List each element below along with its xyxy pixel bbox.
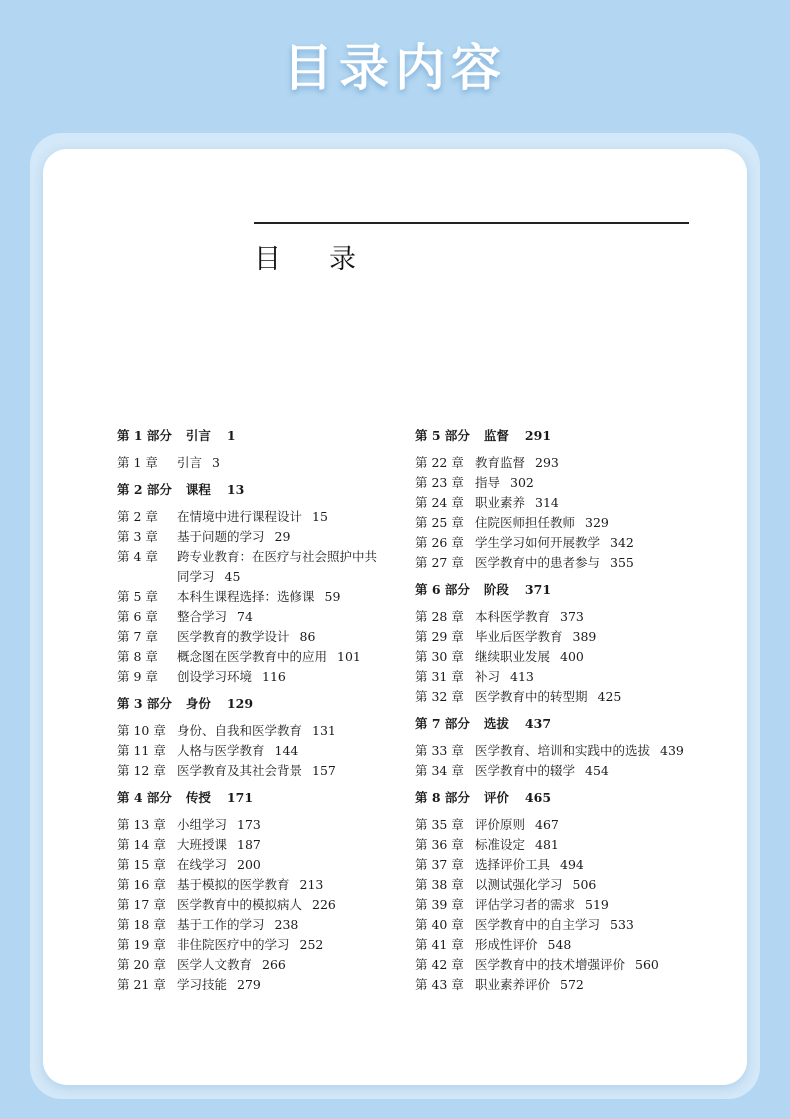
- chapter-number: 第 25 章: [415, 515, 464, 530]
- chapter-page: 506: [572, 877, 597, 892]
- toc-chapter-entry: [415, 453, 685, 473]
- toc-chapter-entry: [117, 667, 387, 687]
- chapter-number: 第 9 章: [117, 669, 158, 684]
- chapter-page: 400: [560, 649, 584, 664]
- chapter-number: 第 34 章: [415, 763, 464, 778]
- chapter-number: 第 43 章: [415, 977, 464, 992]
- chapter-page: 389: [572, 629, 597, 644]
- chapter-number: 第 33 章: [415, 743, 464, 758]
- toc-part-heading: [415, 580, 685, 600]
- part-name: 课程: [185, 482, 211, 497]
- chapter-page: 116: [262, 669, 286, 684]
- toc-part-heading: [117, 480, 387, 500]
- chapter-number: 第 26 章: [415, 535, 464, 550]
- chapter-page: 101: [337, 649, 361, 664]
- chapter-number: 第 31 章: [415, 669, 464, 684]
- chapter-page: 29: [274, 529, 291, 544]
- toc-chapter-entry: [415, 647, 685, 667]
- chapter-page: 266: [262, 957, 286, 972]
- chapter-title: 补习 413: [475, 669, 534, 684]
- chapter-title: 选择评价工具 494: [475, 857, 584, 872]
- chapter-number: 第 17 章: [117, 897, 166, 912]
- part-name: 选拔: [483, 716, 509, 731]
- toc-chapter-entry: [415, 607, 685, 627]
- chapter-title: 本科医学教育 373: [475, 609, 584, 624]
- chapter-number: 第 16 章: [117, 877, 166, 892]
- toc-part-group: [117, 480, 387, 687]
- toc-left-column: [117, 426, 387, 1002]
- chapter-number: 第 20 章: [117, 957, 166, 972]
- chapter-title: 跨专业教育：在医疗与社会照护中共同学习 45: [177, 549, 378, 584]
- chapter-page: 560: [635, 957, 659, 972]
- toc-chapter-entry: [117, 607, 387, 627]
- toc-part-group: [415, 714, 685, 781]
- chapter-number: 第 42 章: [415, 957, 464, 972]
- toc-chapter-entry: [415, 835, 685, 855]
- chapter-title: 基于工作的学习 238: [177, 917, 299, 932]
- chapter-number: 第 30 章: [415, 649, 464, 664]
- chapter-title: 非住院医疗中的学习 252: [177, 937, 324, 952]
- chapter-title: 评价原则 467: [475, 817, 559, 832]
- chapter-page: 413: [510, 669, 534, 684]
- chapter-title: 指导 302: [475, 475, 534, 490]
- toc-chapter-entry: [117, 915, 387, 935]
- chapter-page: 439: [660, 743, 684, 758]
- toc-chapter-entry: [117, 453, 387, 473]
- chapter-title: 本科生课程选择：选修课 59: [177, 589, 341, 604]
- chapter-page: 226: [312, 897, 336, 912]
- toc-chapter-entry: [117, 855, 387, 875]
- heading-rule: [254, 222, 689, 224]
- toc-chapter-entry: [415, 741, 685, 761]
- chapter-page: 373: [560, 609, 584, 624]
- chapter-number: 第 3 章: [117, 529, 158, 544]
- chapter-page: 59: [324, 589, 341, 604]
- chapter-number: 第 7 章: [117, 629, 158, 644]
- toc-chapter-entry: [415, 493, 685, 513]
- toc-part-heading: [117, 426, 387, 446]
- part-label: 第 5 部分: [415, 428, 470, 443]
- chapter-title: 医学教育中的患者参与 355: [475, 555, 634, 570]
- part-page: 129: [226, 696, 254, 711]
- chapter-page: 302: [510, 475, 534, 490]
- toc-chapter-entry: [415, 761, 685, 781]
- part-name: 身份: [185, 696, 211, 711]
- toc-chapter-entry: [117, 527, 387, 547]
- chapter-number: 第 39 章: [415, 897, 464, 912]
- toc-chapter-entry: [415, 513, 685, 533]
- chapter-title: 概念图在医学教育中的应用 101: [177, 649, 361, 664]
- chapter-page: 238: [274, 917, 299, 932]
- toc-chapter-entry: [117, 875, 387, 895]
- chapter-title: 引言 3: [177, 455, 220, 470]
- toc-part-heading: [415, 426, 685, 446]
- chapter-page: 157: [312, 763, 336, 778]
- chapter-title: 身份、自我和医学教育 131: [177, 723, 336, 738]
- chapter-page: 533: [610, 917, 634, 932]
- chapter-number: 第 10 章: [117, 723, 166, 738]
- chapter-page: 187: [237, 837, 261, 852]
- chapter-title: 医学教育及其社会背景 157: [177, 763, 336, 778]
- chapter-page: 131: [312, 723, 336, 738]
- toc-chapter-entry: [415, 627, 685, 647]
- chapter-number: 第 11 章: [117, 743, 166, 758]
- chapter-title: 医学教育中的模拟病人 226: [177, 897, 336, 912]
- part-page: 437: [524, 716, 552, 731]
- chapter-title: 医学教育中的转型期 425: [475, 689, 622, 704]
- chapter-title: 创设学习环境 116: [177, 669, 286, 684]
- part-label: 第 6 部分: [415, 582, 470, 597]
- chapter-page: 467: [535, 817, 559, 832]
- chapter-title: 大班授课 187: [177, 837, 261, 852]
- chapter-number: 第 41 章: [415, 937, 464, 952]
- toc-chapter-entry: [117, 547, 387, 587]
- chapter-page: 494: [560, 857, 584, 872]
- part-page: 13: [226, 482, 245, 497]
- chapter-page: 144: [274, 743, 299, 758]
- toc-chapter-entry: [415, 473, 685, 493]
- chapter-title: 医学人文教育 266: [177, 957, 286, 972]
- chapter-title: 医学教育中的自主学习 533: [475, 917, 634, 932]
- chapter-number: 第 24 章: [415, 495, 464, 510]
- part-page: 465: [524, 790, 552, 805]
- toc-chapter-entry: [117, 627, 387, 647]
- chapter-page: 548: [547, 937, 572, 952]
- chapter-page: 355: [610, 555, 634, 570]
- part-label: 第 1 部分: [117, 428, 172, 443]
- chapter-title: 职业素养 314: [475, 495, 559, 510]
- toc-chapter-entry: [415, 855, 685, 875]
- part-page: 171: [226, 790, 254, 805]
- chapter-number: 第 28 章: [415, 609, 464, 624]
- chapter-title: 职业素养评价 572: [475, 977, 584, 992]
- toc-chapter-entry: [415, 553, 685, 573]
- toc-part-group: [415, 580, 685, 707]
- part-label: 第 8 部分: [415, 790, 470, 805]
- chapter-page: 481: [535, 837, 559, 852]
- chapter-number: 第 21 章: [117, 977, 166, 992]
- chapter-title: 住院医师担任教师 329: [475, 515, 609, 530]
- chapter-title: 医学教育、培训和实践中的选拔 439: [475, 743, 684, 758]
- chapter-page: 74: [237, 609, 253, 624]
- chapter-number: 第 40 章: [415, 917, 464, 932]
- chapter-page: 425: [597, 689, 622, 704]
- chapter-number: 第 19 章: [117, 937, 166, 952]
- chapter-number: 第 2 章: [117, 509, 158, 524]
- toc-chapter-entry: [415, 875, 685, 895]
- toc-part-group: [117, 788, 387, 995]
- chapter-number: 第 4 章: [117, 549, 158, 564]
- chapter-title: 毕业后医学教育 389: [475, 629, 597, 644]
- chapter-title: 评估学习者的需求 519: [475, 897, 609, 912]
- toc-part-heading: [415, 788, 685, 808]
- toc-part-group: [117, 426, 387, 473]
- chapter-title: 继续职业发展 400: [475, 649, 584, 664]
- toc-chapter-entry: [117, 835, 387, 855]
- part-label: 第 3 部分: [117, 696, 172, 711]
- part-name: 评价: [483, 790, 509, 805]
- chapter-page: 329: [585, 515, 609, 530]
- toc-chapter-entry: [117, 721, 387, 741]
- part-label: 第 4 部分: [117, 790, 172, 805]
- chapter-title: 基于问题的学习 29: [177, 529, 291, 544]
- toc-chapter-entry: [415, 533, 685, 553]
- chapter-page: 572: [560, 977, 584, 992]
- toc-chapter-entry: [117, 955, 387, 975]
- chapter-title: 形成性评价 548: [475, 937, 572, 952]
- chapter-page: 252: [299, 937, 324, 952]
- banner-title: 目录内容: [283, 39, 507, 97]
- chapter-number: 第 14 章: [117, 837, 166, 852]
- chapter-page: 342: [610, 535, 634, 550]
- chapter-number: 第 12 章: [117, 763, 166, 778]
- chapter-title: 教育监督 293: [475, 455, 559, 470]
- chapter-page: 45: [224, 569, 241, 584]
- chapter-number: 第 13 章: [117, 817, 166, 832]
- chapter-number: 第 22 章: [415, 455, 464, 470]
- toc-chapter-entry: [415, 667, 685, 687]
- chapter-title: 整合学习 74: [177, 609, 253, 624]
- toc-part-heading: [117, 694, 387, 714]
- chapter-number: 第 18 章: [117, 917, 166, 932]
- chapter-page: 279: [237, 977, 261, 992]
- part-label: 第 2 部分: [117, 482, 172, 497]
- toc-part-group: [415, 788, 685, 995]
- toc-chapter-entry: [415, 895, 685, 915]
- toc-part-group: [415, 426, 685, 573]
- toc-chapter-entry: [117, 815, 387, 835]
- toc-chapter-entry: [415, 955, 685, 975]
- toc-chapter-entry: [117, 587, 387, 607]
- toc-chapter-entry: [117, 761, 387, 781]
- toc-chapter-entry: [117, 895, 387, 915]
- part-page: 291: [524, 428, 552, 443]
- toc-heading: 目录: [254, 244, 404, 275]
- part-page: 371: [524, 582, 552, 597]
- toc-chapter-entry: [415, 975, 685, 995]
- chapter-title: 学习技能 279: [177, 977, 261, 992]
- chapter-page: 213: [299, 877, 324, 892]
- part-name: 阶段: [483, 582, 509, 597]
- chapter-page: 293: [535, 455, 559, 470]
- toc-chapter-entry: [415, 815, 685, 835]
- chapter-number: 第 37 章: [415, 857, 464, 872]
- chapter-title: 学生学习如何开展教学 342: [475, 535, 634, 550]
- chapter-number: 第 23 章: [415, 475, 464, 490]
- toc-chapter-entry: [117, 507, 387, 527]
- toc-chapter-entry: [117, 741, 387, 761]
- part-name: 引言: [185, 428, 211, 443]
- chapter-title: 小组学习 173: [177, 817, 261, 832]
- chapter-number: 第 5 章: [117, 589, 158, 604]
- chapter-title: 在情境中进行课程设计 15: [177, 509, 328, 524]
- chapter-page: 200: [237, 857, 261, 872]
- chapter-title: 医学教育中的辍学 454: [475, 763, 609, 778]
- chapter-number: 第 36 章: [415, 837, 464, 852]
- chapter-title: 人格与医学教育 144: [177, 743, 299, 758]
- toc-part-heading: [117, 788, 387, 808]
- chapter-number: 第 32 章: [415, 689, 464, 704]
- part-name: 传授: [185, 790, 211, 805]
- part-name: 监督: [483, 428, 509, 443]
- toc-part-group: [117, 694, 387, 781]
- chapter-title: 基于模拟的医学教育 213: [177, 877, 324, 892]
- chapter-page: 314: [535, 495, 559, 510]
- chapter-title: 医学教育中的技术增强评价 560: [475, 957, 659, 972]
- chapter-page: 15: [312, 509, 328, 524]
- chapter-number: 第 29 章: [415, 629, 464, 644]
- chapter-number: 第 6 章: [117, 609, 158, 624]
- part-label: 第 7 部分: [415, 716, 470, 731]
- toc-chapter-entry: [415, 915, 685, 935]
- chapter-number: 第 8 章: [117, 649, 158, 664]
- chapter-page: 454: [585, 763, 609, 778]
- toc-chapter-entry: [117, 935, 387, 955]
- chapter-page: 173: [237, 817, 261, 832]
- toc-chapter-entry: [117, 975, 387, 995]
- chapter-title: 标准设定 481: [475, 837, 559, 852]
- chapter-number: 第 38 章: [415, 877, 464, 892]
- chapter-number: 第 1 章: [117, 455, 158, 470]
- chapter-page: 86: [299, 629, 316, 644]
- toc-right-column: [415, 426, 685, 1002]
- chapter-title: 在线学习 200: [177, 857, 261, 872]
- chapter-page: 519: [585, 897, 609, 912]
- chapter-number: 第 35 章: [415, 817, 464, 832]
- chapter-page: 3: [212, 455, 220, 470]
- chapter-title: 以测试强化学习 506: [475, 877, 597, 892]
- chapter-number: 第 27 章: [415, 555, 464, 570]
- chapter-title: 医学教育的教学设计 86: [177, 629, 316, 644]
- chapter-number: 第 15 章: [117, 857, 166, 872]
- toc-chapter-entry: [415, 935, 685, 955]
- toc-chapter-entry: [117, 647, 387, 667]
- toc-chapter-entry: [415, 687, 685, 707]
- toc-part-heading: [415, 714, 685, 734]
- part-page: 1: [226, 428, 236, 443]
